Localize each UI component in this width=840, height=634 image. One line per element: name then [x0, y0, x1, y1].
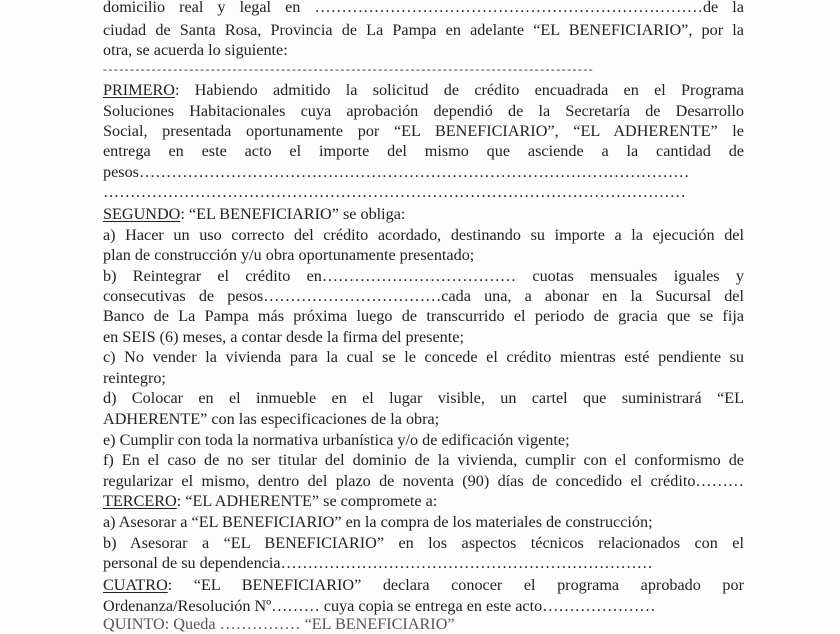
segundo-line-13: regularizar el mismo, dentro del plazo de noventa (90) días de concedido el crédito………	[103, 472, 744, 490]
segundo-line-11: e) Cumplir con toda la normativa urbanística y/o de edificación vigente;	[103, 431, 570, 449]
cuatro-heading: CUATRO	[103, 576, 168, 594]
intro-line-3: otra, se acuerda lo siguiente:	[103, 41, 288, 59]
intro-line-2: ciudad de Santa Rosa, Provincia de La Pampa en adelante “EL BENEFICIARIO”, por la	[103, 21, 744, 39]
segundo-line-3: b) Reintegrar el crédito en……………………………… cuotas mensuales iguales y	[103, 267, 744, 285]
tercero-line-3: personal de su dependencia……………………………………………………………	[103, 554, 653, 572]
tercero-line-0	[103, 491, 744, 511]
segundo-line-5: Banco de La Pampa más próxima luego de transcurrido el periodo de gracia que se fija	[103, 307, 744, 325]
segundo-line-7: c) No vender la vivienda para la cual se le concede el crédito mientras esté pendiente su	[103, 348, 744, 366]
segundo-line-6: en SEIS (6) meses, a contar desde la firma del presente;	[103, 328, 464, 346]
tercero-heading-rest: : “EL ADHERENTE” se compromete a:	[176, 492, 438, 510]
primero-line-6: ………………………………………………………………………………………………	[103, 183, 686, 201]
segundo-line-9: d) Colocar en el inmueble en el lugar visible, un cartel que suministrará “EL	[103, 389, 744, 407]
segundo-line-10: ADHERENTE” con las especificaciones de la obra;	[103, 410, 440, 428]
segundo-line-4: consecutivas de pesos……………………………cada una, a abonar en la Sucursal del	[103, 287, 744, 305]
segundo-line-1: a) Hacer un uso correcto del crédito acordado, destinando su importe a la ejecución del	[103, 226, 744, 244]
segundo-line-2: plan de construcción y/u obra oportunamente presentado;	[103, 246, 475, 264]
tercero-line-2: b) Asesorar a “EL BENEFICIARIO” en los aspectos técnicos relacionados con el	[103, 534, 744, 552]
primero-line-1	[103, 80, 744, 100]
tercero-heading: TERCERO	[103, 492, 177, 510]
separator-line: -------------------------------------------------------------------------------------------	[103, 62, 595, 76]
cuatro-line-1	[103, 575, 744, 595]
primero-line-4: entrega en este acto el importe del mismo que asciende a la cantidad de	[103, 142, 744, 160]
segundo-line-12: f) En el caso de no ser titular del dominio de la vivienda, cumplir con el conformismo de	[103, 451, 744, 469]
primero-line-3: Social, presentada oportunamente por “EL BENEFICIARIO”, “EL ADHERENTE” le	[103, 122, 744, 140]
primero-text-1: : Habiendo admitido la solicitud de crédito encuadrada en el Programa	[174, 81, 744, 99]
cuatro-line-3-cut: QUINTO: Queda …………… “EL BENEFICIARIO”	[103, 615, 455, 633]
segundo-heading-rest: : “EL BENEFICIARIO” se obliga:	[180, 205, 406, 223]
intro-line-1: domicilio real y legal en ………………………………………………………………de la	[103, 0, 744, 16]
cuatro-text-1: : “EL BENEFICIARIO” declara conocer el programa aprobado por	[167, 576, 744, 594]
segundo-line-8: reintegro;	[103, 369, 166, 387]
segundo-heading: SEGUNDO	[103, 205, 181, 223]
primero-heading: PRIMERO	[103, 81, 175, 99]
primero-line-5: pesos…………………………………………………………………………………………	[103, 163, 690, 181]
tercero-line-1: a) Asesorar a “EL BENEFICIARIO” en la compra de los materiales de construcción;	[103, 513, 653, 531]
segundo-line-0	[103, 204, 744, 224]
primero-line-2: Soluciones Habitacionales cuya aprobación dependió de la Secretaría de Desarrollo	[103, 102, 744, 120]
cuatro-line-2: Ordenanza/Resolución Nº……… cuya copia se entrega en este acto…………………	[103, 597, 656, 615]
